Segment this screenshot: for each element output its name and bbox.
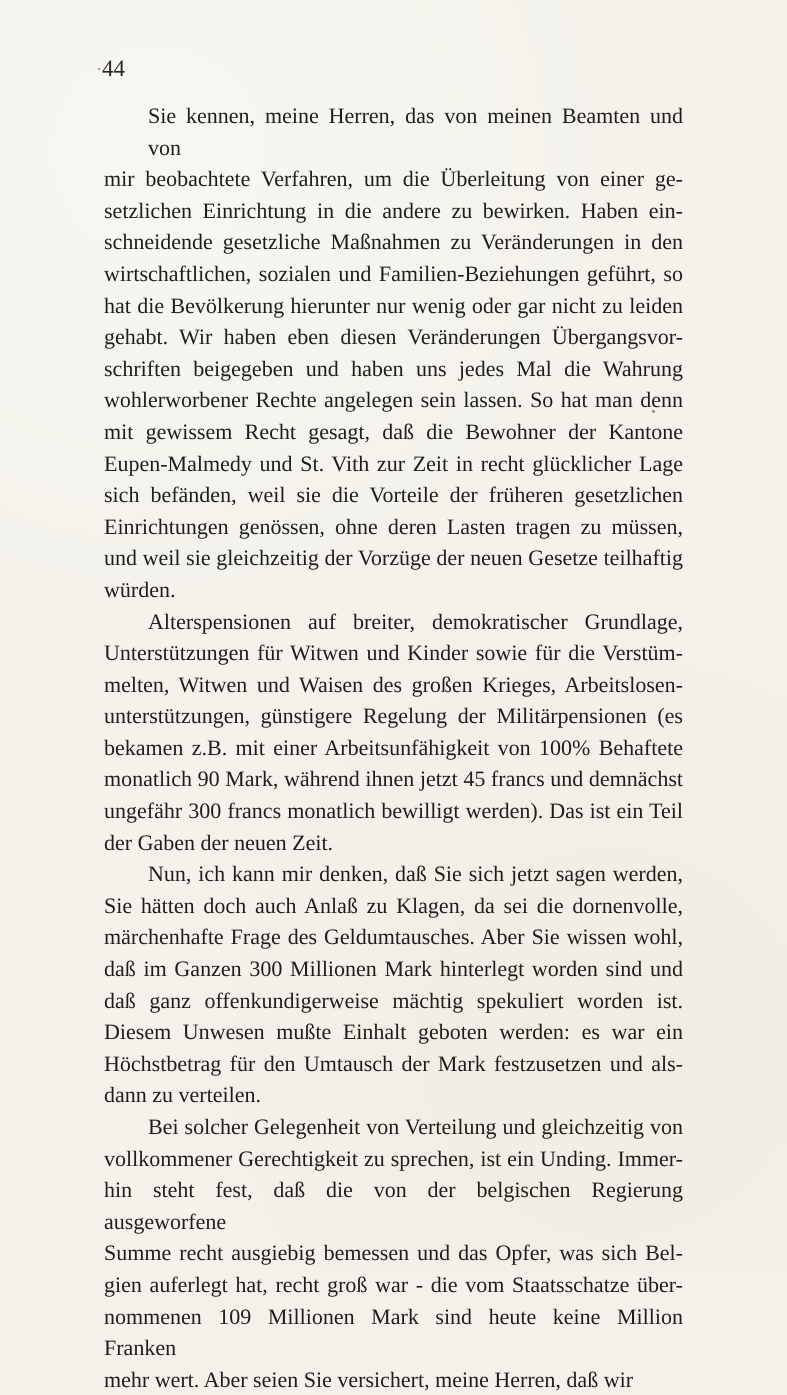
text-line: melten, Witwen und Waisen des großen Krieges, Arbeitslosen- xyxy=(104,671,683,697)
text-line: schneidende gesetzliche Maßnahmen zu Veränderungen in den xyxy=(104,229,683,255)
body-text xyxy=(104,100,683,1395)
text-line: nommenen 109 Millionen Mark sind heute keine Million Franken xyxy=(104,1303,683,1361)
paragraph-4 xyxy=(104,1111,683,1395)
text-line: daß ganz offenkundigerweise mächtig spekuliert worden ist. xyxy=(104,987,683,1013)
text-line: vollkommener Gerechtigkeit zu sprechen, ist ein Unding. Immer- xyxy=(104,1145,683,1171)
text-line: Alterspensionen auf breiter, demokratischer Grundlage, xyxy=(148,608,683,634)
text-line: hin steht fest, daß die von der belgischen Regierung ausgeworfene xyxy=(104,1177,683,1234)
text-line: daß im Ganzen 300 Millionen Mark hinterlegt worden sind und xyxy=(104,956,683,982)
text-line: setzlichen Einrichtung in die andere zu bewirken. Haben ein- xyxy=(104,197,683,223)
text-line: hat die Bevölkerung hierunter nur wenig oder gar nicht zu leiden xyxy=(104,292,683,318)
text-line: schriften beigegeben und haben uns jedes Mal die Wahrung xyxy=(104,355,683,381)
print-speck xyxy=(98,68,100,70)
text-line: bekamen z.B. mit einer Arbeitsunfähigkeit von 100% Behaftete xyxy=(104,734,683,760)
text-line: ungefähr 300 francs monatlich bewilligt werden). Das ist ein Teil xyxy=(104,798,683,824)
text-line: Summe recht ausgiebig bemessen und das Opfer, was sich Bel- xyxy=(104,1240,683,1266)
text-line: Sie hätten doch auch Anlaß zu Klagen, da sei die dornenvolle, xyxy=(104,892,683,918)
paragraph-2 xyxy=(104,606,683,859)
text-line: der Gaben der neuen Zeit. xyxy=(104,829,334,855)
page-number: 44 xyxy=(102,56,125,81)
text-line: märchenhafte Frage des Geldumtausches. Aber Sie wissen wohl, xyxy=(104,924,683,950)
text-line: Diesem Unwesen mußte Einhalt geboten werden: es war ein xyxy=(104,1019,683,1045)
text-line: gien auferlegt hat, recht groß war - die vom Staatsschatze über- xyxy=(104,1271,683,1297)
text-line: würden. xyxy=(104,576,176,602)
text-line: Eupen-Malmedy und St. Vith zur Zeit in recht glücklicher Lage xyxy=(104,450,683,476)
text-line: Einrichtungen genössen, ohne deren Lasten tragen zu müssen, xyxy=(104,513,683,539)
text-line: mit gewissem Recht gesagt, daß die Bewohner der Kantone xyxy=(104,418,683,444)
text-line: mir beobachtete Verfahren, um die Überleitung von einer ge- xyxy=(104,166,683,192)
text-line: Unterstützungen für Witwen und Kinder sowie für die Verstüm- xyxy=(104,640,683,666)
text-line: Höchstbetrag für den Umtausch der Mark festzusetzen und als- xyxy=(104,1050,683,1076)
text-line: sich befänden, weil sie die Vorteile der früheren gesetzlichen xyxy=(104,482,683,508)
text-line: gehabt. Wir haben eben diesen Veränderungen Übergangsvor- xyxy=(104,324,683,350)
text-line: und weil sie gleichzeitig der Vorzüge der neuen Gesetze teilhaftig xyxy=(104,545,683,571)
text-line: mehr wert. Aber seien Sie versichert, meine Herren, daß wir xyxy=(104,1366,634,1392)
text-line: wirtschaftlichen, sozialen und Familien-Beziehungen geführt, so xyxy=(104,260,683,286)
text-line: wohlerworbener Rechte angelegen sein lassen. So hat man denn xyxy=(104,387,683,413)
text-line: unterstützungen, günstigere Regelung der Militärpensionen (es xyxy=(104,703,683,729)
text-line: dann zu verteilen. xyxy=(104,1082,261,1108)
paragraph-3 xyxy=(104,858,683,1111)
paragraph-1 xyxy=(104,100,683,606)
text-line: Bei solcher Gelegenheit von Verteilung und gleichzeitig von xyxy=(148,1114,683,1139)
text-line: Nun, ich kann mir denken, daß Sie sich jetzt sagen werden, xyxy=(148,861,683,887)
text-line: Sie kennen, meine Herren, das von meinen Beamten und von xyxy=(148,103,683,160)
text-line: monatlich 90 Mark, während ihnen jetzt 45 francs und demnächst xyxy=(104,766,683,792)
